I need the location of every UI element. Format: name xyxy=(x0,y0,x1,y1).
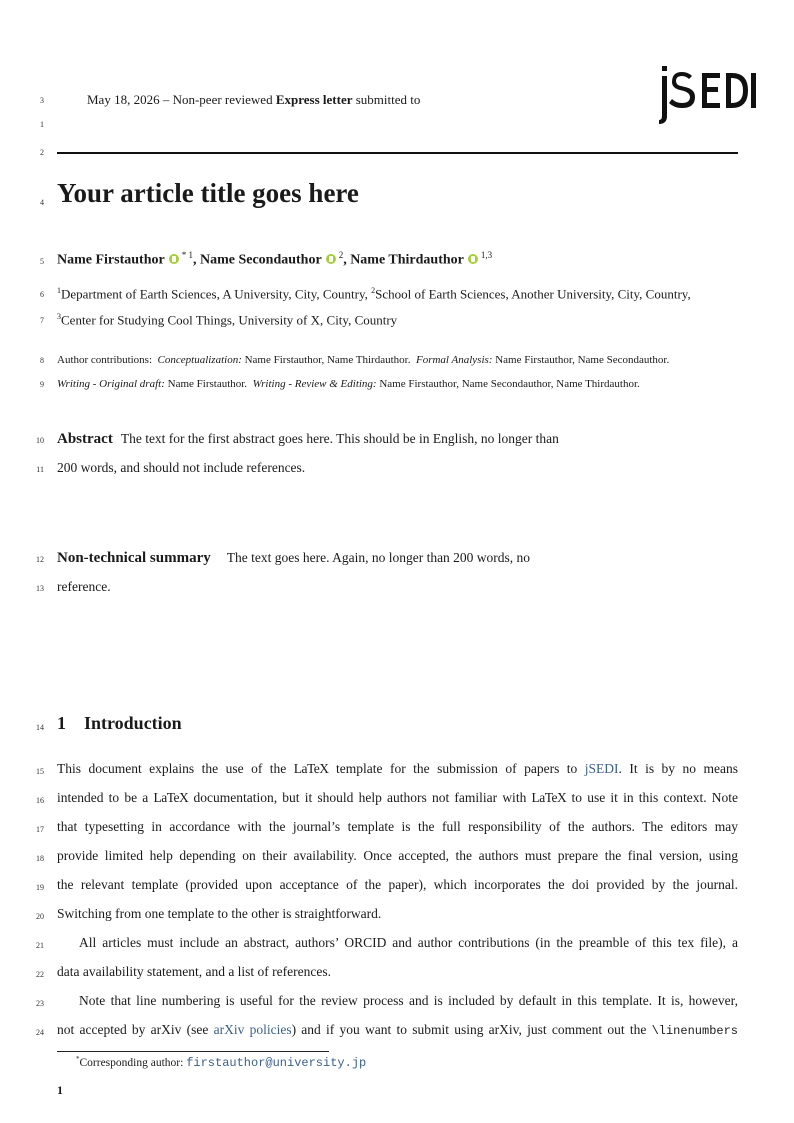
author-name: Name Thirdauthor xyxy=(350,252,464,268)
line-number: 1 xyxy=(40,120,44,129)
line-number: 16 xyxy=(36,796,44,805)
section-number: 1 xyxy=(57,713,66,733)
line-number: 20 xyxy=(36,912,44,921)
contribution-names: Name Firstauthor, Name Secondauthor. xyxy=(495,354,670,366)
header-rule xyxy=(57,152,738,154)
line-number: 5 xyxy=(40,257,44,266)
line-number: 24 xyxy=(36,1028,44,1037)
affiliation-line xyxy=(57,286,691,302)
line-number: 10 xyxy=(36,436,44,445)
line-number: 11 xyxy=(36,465,44,474)
body-line: This document explains the use of the LaTeX template for the submission of papers to jSEDI. It is by no means xyxy=(57,761,738,776)
latex-logo: LaTeX xyxy=(153,790,189,805)
line-number: 17 xyxy=(36,825,44,834)
line-number: 13 xyxy=(36,584,44,593)
body-line: All articles must include an abstract, authors’ ORCID and author contributions (in the preamble of this tex file), a xyxy=(79,935,738,950)
author-affiliation-sup: 1,3 xyxy=(480,250,493,260)
contribution-role: Formal Analysis: xyxy=(415,354,493,366)
line-number: 7 xyxy=(40,316,44,325)
header-status: Non-peer reviewed xyxy=(172,92,273,107)
body-line: the relevant template (provided upon acceptance of the paper), which incorporates the doi provided by the journal. xyxy=(57,877,738,892)
line-number: 8 xyxy=(40,356,44,365)
body-line: intended to be a LaTeX documentation, but it should help authors not familiar with LaTeX to use it in this context. Note xyxy=(57,790,738,805)
corresponding-email-link[interactable]: firstauthor@university.jp xyxy=(186,1055,367,1070)
header-submitted: submitted to xyxy=(355,92,421,107)
affiliation-text: Center for Studying Cool Things, University of X, City, Country xyxy=(61,312,398,328)
abstract xyxy=(57,430,559,448)
footnote-rule xyxy=(57,1051,329,1052)
affiliation-text: Department of Earth Sciences, A University, City, Country, xyxy=(61,286,372,302)
orcid-icon[interactable] xyxy=(468,254,478,264)
line-number: 15 xyxy=(36,767,44,776)
line-number: 4 xyxy=(40,198,44,207)
abstract-text: 200 words, and should not include references. xyxy=(57,460,306,475)
author-name: Name Firstauthor xyxy=(57,252,165,268)
line-number: 12 xyxy=(36,555,44,564)
body-line: Note that line numbering is useful for the review process and is included by default in this template. It is, however, xyxy=(79,993,738,1008)
jsedi-link[interactable]: jSEDI xyxy=(584,761,619,776)
summary-text: reference. xyxy=(57,579,111,594)
author-name: Name Secondauthor xyxy=(199,252,322,268)
line-number: 19 xyxy=(36,883,44,892)
contribution-role: Writing - Original draft: xyxy=(57,378,165,390)
affiliation-sup: 2 xyxy=(371,286,376,295)
abstract-text: The text for the first abstract goes here. This should be in English, no longer than xyxy=(120,431,559,446)
running-header xyxy=(87,92,420,108)
author-contributions xyxy=(57,354,669,366)
contributions-label: Author contributions: xyxy=(57,354,153,366)
body-line: data availability statement, and a list of references. xyxy=(57,964,332,979)
line-number: 9 xyxy=(40,380,44,389)
author-affiliation-sup: * 1 xyxy=(181,250,193,260)
contribution-names: Name Firstauthor, Name Thirdauthor. xyxy=(244,354,411,366)
affiliation-line xyxy=(57,312,397,328)
page-number: 1 xyxy=(57,1083,63,1097)
article-title: Your article title goes here xyxy=(57,178,359,208)
author-contributions xyxy=(57,378,640,390)
footnote-mark: * xyxy=(76,1055,80,1063)
footnote-label: Corresponding author: xyxy=(79,1056,187,1069)
header-letter-type: Express letter xyxy=(275,92,353,107)
line-number: 2 xyxy=(40,148,44,157)
affiliation-sup: 3 xyxy=(57,312,61,321)
line-number: 22 xyxy=(36,970,44,979)
affiliation-text: School of Earth Sciences, Another University, City, Country, xyxy=(375,286,691,302)
orcid-icon[interactable] xyxy=(169,254,179,264)
body-line: that typesetting in accordance with the journal’s template is the full responsibility of the authors. The editors may xyxy=(57,819,738,834)
header-date: May 18, 2026 xyxy=(87,92,160,107)
line-number: 3 xyxy=(40,96,44,105)
latex-logo: LaTeX xyxy=(531,790,567,805)
author-list: Name Firstauthor $^{* 1}$, Name Secondauthor $^2$, Name Thirdauthor $^{1,3}$ xyxy=(57,250,493,268)
abstract-heading: Abstract xyxy=(57,431,113,447)
contribution-role: Writing - Review & Editing: xyxy=(252,378,377,390)
contribution-role: Conceptualization: xyxy=(157,354,242,366)
summary-heading: Non-technical summary xyxy=(57,550,211,566)
line-number: 23 xyxy=(36,999,44,1008)
section-heading xyxy=(57,713,182,734)
contribution-names: Name Firstauthor, Name Secondauthor, Name Thirdauthor. xyxy=(379,378,640,390)
journal-logo xyxy=(658,62,758,128)
line-number: 18 xyxy=(36,854,44,863)
arxiv-policies-link[interactable]: arXiv policies xyxy=(213,1022,292,1037)
affiliation-sup: 1 xyxy=(57,286,61,295)
orcid-icon[interactable] xyxy=(326,254,336,264)
latex-logo: LaTeX xyxy=(293,761,329,776)
linenumbers-command: \linenumbers xyxy=(651,1024,738,1038)
contribution-names: Name Firstauthor. xyxy=(167,378,248,390)
footnote xyxy=(76,1055,366,1070)
line-number: 21 xyxy=(36,941,44,950)
non-technical-summary xyxy=(57,549,530,567)
section-title: Introduction xyxy=(84,713,182,733)
author-affiliation-sup: 2 xyxy=(338,250,344,260)
body-line: provide limited help depending on their availability. Once accepted, the authors must prepare the final version, using xyxy=(57,848,738,863)
line-number: 14 xyxy=(36,723,44,732)
header-dash: – xyxy=(159,92,173,107)
summary-text: The text goes here. Again, no longer than 200 words, no xyxy=(226,550,531,565)
line-number: 6 xyxy=(40,290,44,299)
body-line: Switching from one template to the other is straightforward. xyxy=(57,906,382,921)
body-line: not accepted by arXiv (see arXiv policies) and if you want to submit using arXiv, just comment out the \linenumbers xyxy=(57,1022,738,1038)
